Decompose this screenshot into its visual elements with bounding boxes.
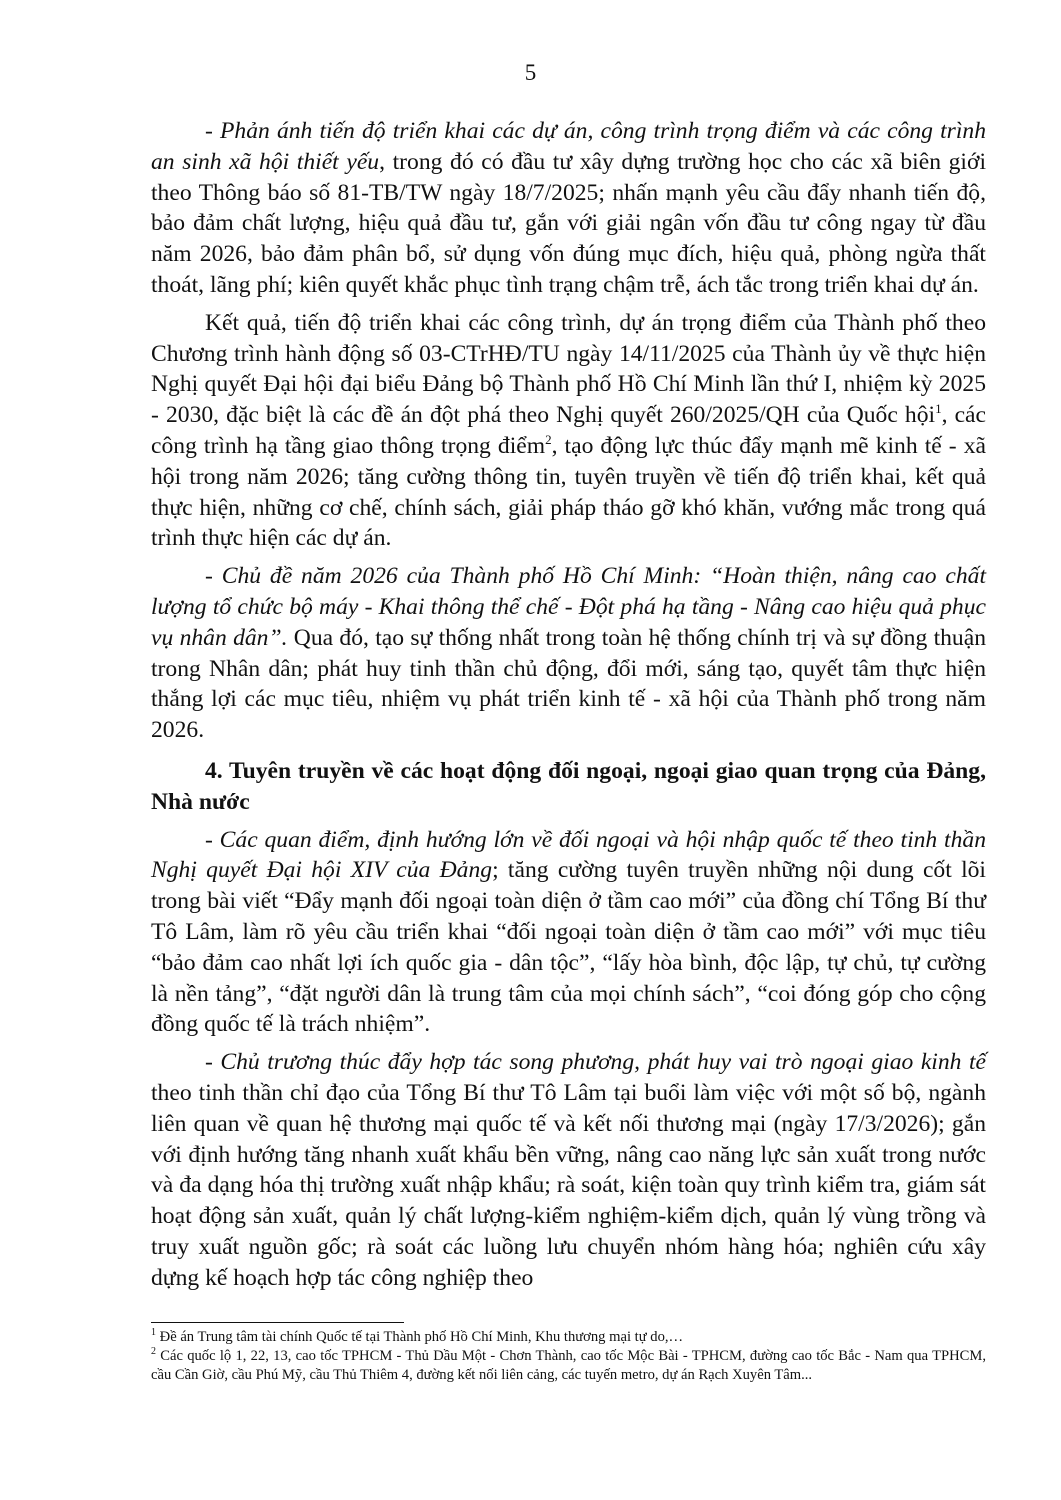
paragraph-lead: - Chủ trương thúc đẩy hợp tác song phương, phát huy vai trò ngoại giao kinh tế [205,1049,986,1076]
paragraph-economic-diplomacy [151,1047,986,1293]
footnote-text: Các quốc lộ 1, 22, 13, cao tốc TPHCM - Thủ Dầu Một - Chơn Thành, cao tốc Mộc Bài - TPHCM, đường cao tốc Bắc - Nam qua TPHCM, cầu Cần Giờ, cầu Phú Mỹ, cầu Thủ Thiêm 4, đường kết nối liên cảng, các tuyến metro, dự án Rạch Xuyên Tâm... [151,1348,986,1383]
paragraph-key-projects [151,308,986,554]
footnote-ref-1: 1 [935,401,942,417]
paragraph-city-theme-2026 [151,561,986,746]
paragraph-body: , trong đó có đầu tư xây dựng trường học cho các xã biên giới theo Thông báo số 81-TB/TW ngày 18/7/2025; nhấn mạnh yêu cầu đẩy nhanh tiến độ, bảo đảm chất lượng, hiệu quả đầu tư, gắn với giải ngân vốn đầu tư công ngay từ đầu năm 2026, bảo đảm phân bổ, sử dụng vốn đúng mục đích, hiệu quả, phòng ngừa thất thoát, lãng phí; kiên quyết khắc phục tình trạng chậm trễ, ách tắc trong triển khai dự án. [151,148,986,298]
page-number: 5 [524,60,537,85]
footnote-text: Đề án Trung tâm tài chính Quốc tế tại Thành phố Hồ Chí Minh, Khu thương mại tự do,… [156,1329,684,1345]
body-text [151,116,986,1300]
footnotes [151,1328,986,1385]
paragraph-lead: - Các quan điểm, định hướng lớn về đối ngoại và hội nhập quốc tế theo tinh thần Nghị quyết Đại hội XIV của Đảng [151,826,986,884]
paragraph-lead: - Phản ánh tiến độ triển khai các dự án, công trình trọng điểm và các công trình an sinh xã hội thiết yếu [151,118,986,175]
footnote-number: 1 [151,1327,156,1339]
footnote-1 [151,1328,986,1347]
footnote-2 [151,1347,986,1385]
paragraph-project-progress [151,116,986,301]
paragraph-foreign-affairs [151,825,986,1041]
paragraph-lead: - Chủ đề năm 2026 của Thành phố Hồ Chí Minh: “Hoàn thiện, nâng cao chất lượng tổ chức bộ máy - Khai thông thể chế - Đột phá hạ tầng - Nâng cao hiệu quả phục vụ nhân dân”. [151,563,986,651]
footnote-number: 2 [151,1346,156,1358]
footnote-ref-2: 2 [545,432,552,448]
paragraph-body: Qua đó, tạo sự thống nhất trong toàn hệ thống chính trị và sự đồng thuận trong Nhân dân; phát huy tinh thần chủ động, đổi mới, sáng tạo, quyết tâm thực hiện thắng lợi các mục tiêu, nhiệm vụ phát triển kinh tế - xã hội của Thành phố trong năm 2026. [151,624,986,744]
paragraph-body: theo tinh thần chỉ đạo của Tổng Bí thư Tô Lâm tại buổi làm việc với một số bộ, ngành liên quan về quan hệ thương mại quốc tế và kết nối thương mại (ngày 17/3/2026); gắn với định hướng tăng nhanh xuất khẩu bền vững, nâng cao năng lực sản xuất trong nước và đa dạng hóa thị trường xuất nhập khẩu; rà soát, kiện toàn quy trình kiểm tra, giám sát hoạt động sản xuất, quản lý chất lượng-kiểm nghiệm-kiểm dịch, quản lý vùng trồng và truy xuất nguồn gốc; rà soát các luồng lưu chuyển nhóm hàng hóa; nghiên cứu xây dựng kế hoạch hợp tác công nghiệp theo [151,1079,986,1291]
footnote-separator [151,1322,404,1323]
paragraph-body: ; tăng cường tuyên truyền những nội dung cốt lõi trong bài viết “Đẩy mạnh đối ngoại toàn diện ở tầm cao mới” của đồng chí Tổng Bí thư Tô Lâm, làm rõ yêu cầu triển khai “đối ngoại toàn diện ở tầm cao mới” với mục tiêu “bảo đảm cao nhất lợi ích quốc gia - dân tộc”, “lấy hòa bình, độc lập, tự chủ, tự cường là nền tảng”, “đặt người dân là trung tâm của mọi chính sách”, “coi đóng góp cho cộng đồng quốc tế là trách nhiệm”. [151,857,986,1038]
section-heading-4: 4. Tuyên truyền về các hoạt động đối ngoại, ngoại giao quan trọng của Đảng, Nhà nước [151,757,986,815]
paragraph-body: Kết quả, tiến độ triển khai các công trình, dự án trọng điểm của Thành phố theo Chương trình hành động số 03-CTrHĐ/TU ngày 14/11/2025 của Thành ủy về thực hiện Nghị quyết Đại hội đại biểu Đảng bộ Thành phố Hồ Chí Minh lần thứ I, nhiệm kỳ 2025 - 2030, đặc biệt là các đề án đột phá theo Nghị quyết 260/2025/QH của Quốc hội [151,309,986,429]
paragraph-body: , các công trình hạ tầng giao thông trọng điểm [151,402,986,459]
paragraph-body: , tạo động lực thúc đẩy mạnh mẽ kinh tế - xã hội trong năm 2026; tăng cường thông tin, tuyên truyền về tiến độ triển khai, kết quả thực hiện, những cơ chế, chính sách, giải pháp tháo gỡ khó khăn, vướng mắc trong quá trình thực hiện các dự án. [151,432,986,552]
